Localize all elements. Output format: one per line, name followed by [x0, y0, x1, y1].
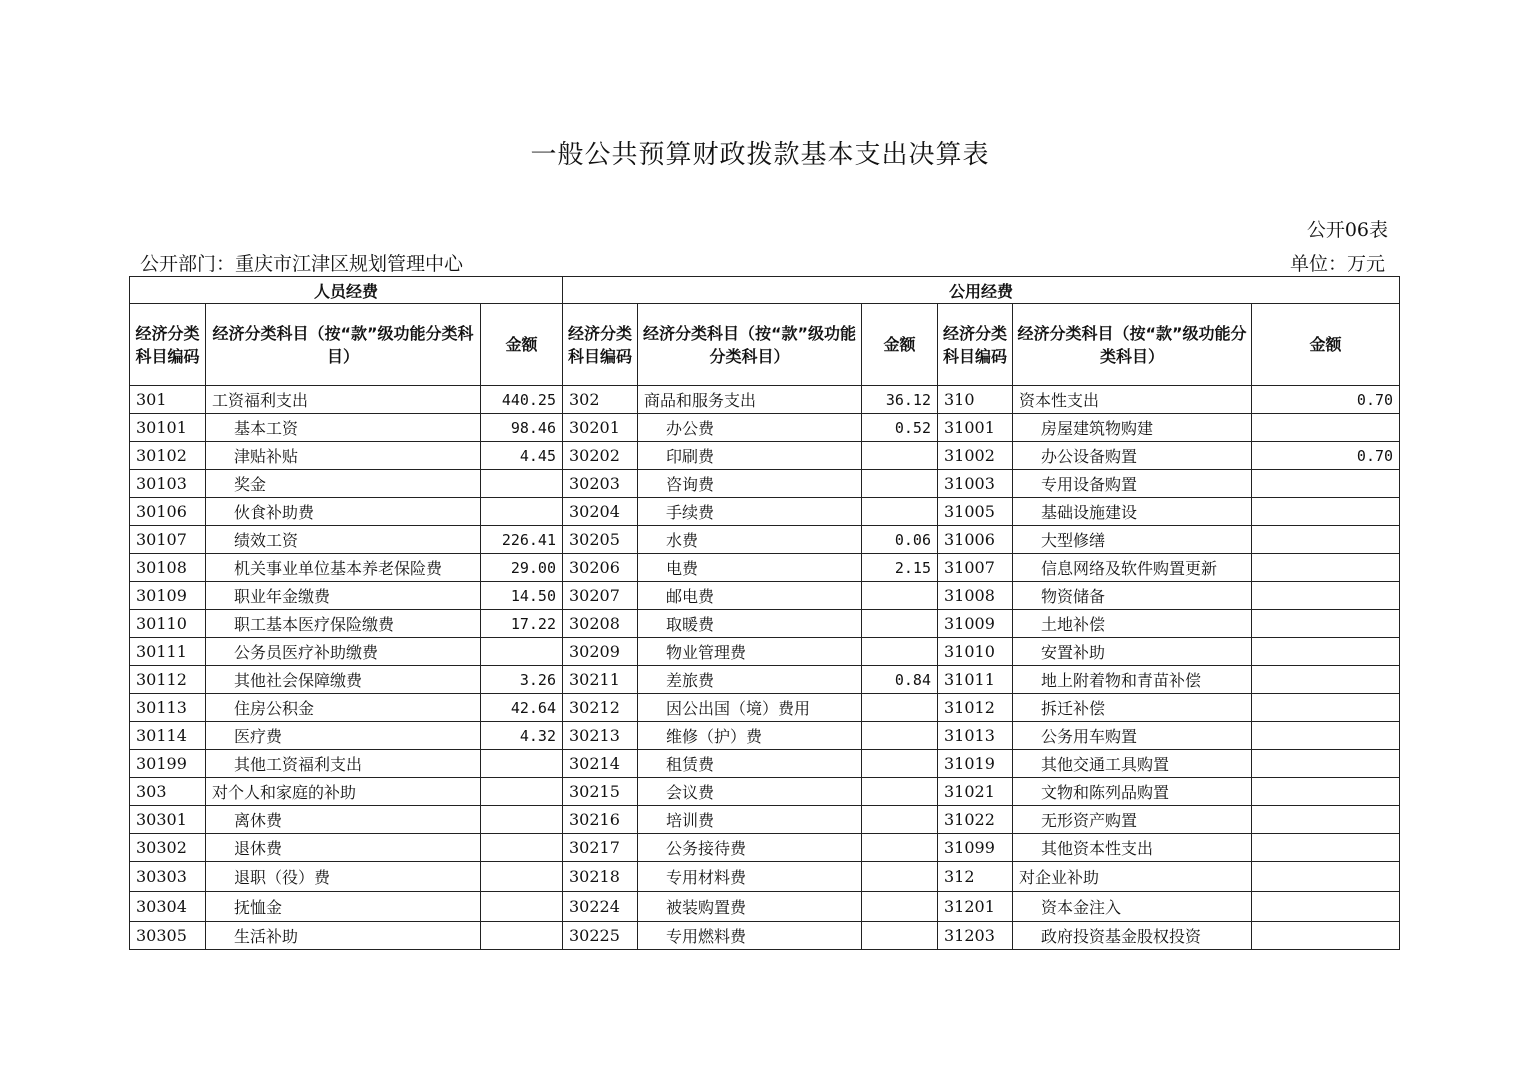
- item-name: 专用设备购置: [1013, 470, 1252, 498]
- item-amount: [862, 922, 938, 950]
- item-code: 30199: [130, 750, 206, 778]
- item-code: 31009: [938, 610, 1013, 638]
- item-code: 31201: [938, 892, 1013, 922]
- item-amount: [1252, 722, 1400, 750]
- item-code: 30301: [130, 806, 206, 834]
- item-name: 电费: [638, 554, 862, 582]
- item-code: 30302: [130, 834, 206, 862]
- header-code: 经济分类科目编码: [938, 304, 1013, 386]
- group-personnel-header: 人员经费: [130, 277, 563, 304]
- item-code: 30108: [130, 554, 206, 582]
- item-amount: [1252, 414, 1400, 442]
- item-code: 301: [130, 386, 206, 414]
- header-name: 经济分类科目（按“款”级功能分类科目）: [1013, 304, 1252, 386]
- item-name: 维修（护）费: [638, 722, 862, 750]
- item-amount: [862, 778, 938, 806]
- item-name: 对个人和家庭的补助: [206, 778, 481, 806]
- item-name: 专用燃料费: [638, 922, 862, 950]
- item-name: 其他工资福利支出: [206, 750, 481, 778]
- item-amount: [1252, 638, 1400, 666]
- item-amount: [481, 922, 563, 950]
- table-row: [130, 834, 1400, 862]
- item-amount: [1252, 806, 1400, 834]
- item-amount: [1252, 554, 1400, 582]
- item-code: 30225: [563, 922, 638, 950]
- item-amount: [862, 610, 938, 638]
- item-code: 31005: [938, 498, 1013, 526]
- item-code: 31006: [938, 526, 1013, 554]
- item-code: 30212: [563, 694, 638, 722]
- item-name: 专用材料费: [638, 862, 862, 892]
- table-row: [130, 722, 1400, 750]
- item-code: 31008: [938, 582, 1013, 610]
- item-amount: [862, 470, 938, 498]
- item-amount: [862, 638, 938, 666]
- item-name: 地上附着物和青苗补偿: [1013, 666, 1252, 694]
- item-name: 抚恤金: [206, 892, 481, 922]
- item-code: 30209: [563, 638, 638, 666]
- item-code: 310: [938, 386, 1013, 414]
- item-code: 31011: [938, 666, 1013, 694]
- item-code: 31021: [938, 778, 1013, 806]
- item-amount: [862, 722, 938, 750]
- item-name: 绩效工资: [206, 526, 481, 554]
- table-row: [130, 892, 1400, 922]
- item-code: 31002: [938, 442, 1013, 470]
- item-code: 303: [130, 778, 206, 806]
- table-row: [130, 694, 1400, 722]
- item-amount: [1252, 892, 1400, 922]
- item-name: 商品和服务支出: [638, 386, 862, 414]
- item-code: 31022: [938, 806, 1013, 834]
- item-amount: [1252, 498, 1400, 526]
- item-amount: [862, 442, 938, 470]
- group-public-header: 公用经费: [563, 277, 1400, 304]
- table-row: [130, 862, 1400, 892]
- item-amount: 98.46: [481, 414, 563, 442]
- item-code: 30213: [563, 722, 638, 750]
- item-code: 31010: [938, 638, 1013, 666]
- group-header-row: [130, 277, 1400, 304]
- item-name: 医疗费: [206, 722, 481, 750]
- item-name: 土地补偿: [1013, 610, 1252, 638]
- table-row: [130, 414, 1400, 442]
- item-amount: 4.32: [481, 722, 563, 750]
- item-amount: [862, 498, 938, 526]
- item-name: 租赁费: [638, 750, 862, 778]
- header-amount: 金额: [862, 304, 938, 386]
- item-name: 被装购置费: [638, 892, 862, 922]
- item-amount: [481, 778, 563, 806]
- table-row: [130, 526, 1400, 554]
- item-amount: 14.50: [481, 582, 563, 610]
- item-name: 生活补助: [206, 922, 481, 950]
- item-code: 30215: [563, 778, 638, 806]
- item-code: 31203: [938, 922, 1013, 950]
- item-name: 办公费: [638, 414, 862, 442]
- item-name: 工资福利支出: [206, 386, 481, 414]
- item-amount: [481, 750, 563, 778]
- table-row: [130, 582, 1400, 610]
- item-amount: 440.25: [481, 386, 563, 414]
- item-code: 31012: [938, 694, 1013, 722]
- item-amount: 4.45: [481, 442, 563, 470]
- item-name: 信息网络及软件购置更新: [1013, 554, 1252, 582]
- header-code: 经济分类科目编码: [130, 304, 206, 386]
- unit-label: 单位：万元: [1289, 253, 1385, 275]
- item-name: 资本金注入: [1013, 892, 1252, 922]
- item-name: 退休费: [206, 834, 481, 862]
- item-code: 30113: [130, 694, 206, 722]
- item-name: 会议费: [638, 778, 862, 806]
- item-amount: 0.70: [1252, 386, 1400, 414]
- item-amount: 226.41: [481, 526, 563, 554]
- item-name: 其他资本性支出: [1013, 834, 1252, 862]
- item-name: 邮电费: [638, 582, 862, 610]
- item-amount: 2.15: [862, 554, 938, 582]
- header-name: 经济分类科目（按“款”级功能分类科目）: [206, 304, 481, 386]
- item-amount: [481, 498, 563, 526]
- item-name: 房屋建筑物购建: [1013, 414, 1252, 442]
- item-name: 无形资产购置: [1013, 806, 1252, 834]
- item-amount: [1252, 470, 1400, 498]
- item-amount: [1252, 834, 1400, 862]
- item-name: 基本工资: [206, 414, 481, 442]
- item-name: 对企业补助: [1013, 862, 1252, 892]
- item-name: 公务用车购置: [1013, 722, 1252, 750]
- item-amount: [1252, 862, 1400, 892]
- item-name: 津贴补贴: [206, 442, 481, 470]
- item-code: 312: [938, 862, 1013, 892]
- item-amount: [481, 470, 563, 498]
- item-code: 30224: [563, 892, 638, 922]
- item-name: 拆迁补偿: [1013, 694, 1252, 722]
- item-amount: 0.84: [862, 666, 938, 694]
- header-code: 经济分类科目编码: [563, 304, 638, 386]
- item-amount: [862, 834, 938, 862]
- item-code: 30208: [563, 610, 638, 638]
- item-amount: [1252, 526, 1400, 554]
- item-name: 伙食补助费: [206, 498, 481, 526]
- item-amount: [1252, 694, 1400, 722]
- item-amount: [862, 806, 938, 834]
- item-code: 30206: [563, 554, 638, 582]
- item-code: 30110: [130, 610, 206, 638]
- item-amount: 42.64: [481, 694, 563, 722]
- item-amount: 0.70: [1252, 442, 1400, 470]
- item-code: 30202: [563, 442, 638, 470]
- item-code: 30216: [563, 806, 638, 834]
- item-amount: [862, 862, 938, 892]
- header-name: 经济分类科目（按“款”级功能分类科目）: [638, 304, 862, 386]
- item-code: 30102: [130, 442, 206, 470]
- table-row: [130, 806, 1400, 834]
- form-number: 公开06表: [1306, 219, 1388, 241]
- item-code: 30217: [563, 834, 638, 862]
- item-code: 30305: [130, 922, 206, 950]
- item-amount: [481, 862, 563, 892]
- item-name: 文物和陈列品购置: [1013, 778, 1252, 806]
- item-code: 30203: [563, 470, 638, 498]
- item-amount: 3.26: [481, 666, 563, 694]
- item-name: 退职（役）费: [206, 862, 481, 892]
- item-name: 职工基本医疗保险缴费: [206, 610, 481, 638]
- item-code: 302: [563, 386, 638, 414]
- item-amount: [1252, 582, 1400, 610]
- item-name: 安置补助: [1013, 638, 1252, 666]
- item-code: 31001: [938, 414, 1013, 442]
- item-code: 30205: [563, 526, 638, 554]
- item-name: 职业年金缴费: [206, 582, 481, 610]
- item-code: 31019: [938, 750, 1013, 778]
- table-row: [130, 922, 1400, 950]
- item-amount: 0.06: [862, 526, 938, 554]
- item-amount: [862, 694, 938, 722]
- table-row: [130, 778, 1400, 806]
- item-name: 咨询费: [638, 470, 862, 498]
- item-amount: [862, 750, 938, 778]
- item-name: 其他社会保障缴费: [206, 666, 481, 694]
- item-name: 培训费: [638, 806, 862, 834]
- header-amount: 金额: [1252, 304, 1400, 386]
- item-code: 30109: [130, 582, 206, 610]
- item-name: 取暖费: [638, 610, 862, 638]
- item-code: 30211: [563, 666, 638, 694]
- item-code: 30204: [563, 498, 638, 526]
- item-code: 30303: [130, 862, 206, 892]
- item-code: 31003: [938, 470, 1013, 498]
- item-amount: [862, 892, 938, 922]
- item-amount: 0.52: [862, 414, 938, 442]
- item-code: 30106: [130, 498, 206, 526]
- item-name: 物资储备: [1013, 582, 1252, 610]
- item-name: 差旅费: [638, 666, 862, 694]
- table-row: [130, 750, 1400, 778]
- item-name: 公务接待费: [638, 834, 862, 862]
- item-code: 30107: [130, 526, 206, 554]
- item-name: 机关事业单位基本养老保险费: [206, 554, 481, 582]
- item-name: 办公设备购置: [1013, 442, 1252, 470]
- item-name: 政府投资基金股权投资: [1013, 922, 1252, 950]
- item-name: 资本性支出: [1013, 386, 1252, 414]
- item-code: 30101: [130, 414, 206, 442]
- item-name: 离休费: [206, 806, 481, 834]
- item-code: 30114: [130, 722, 206, 750]
- item-amount: [1252, 750, 1400, 778]
- item-amount: 29.00: [481, 554, 563, 582]
- table-row: [130, 554, 1400, 582]
- item-name: 大型修缮: [1013, 526, 1252, 554]
- item-amount: [1252, 922, 1400, 950]
- item-name: 水费: [638, 526, 862, 554]
- item-amount: [1252, 778, 1400, 806]
- item-code: 30218: [563, 862, 638, 892]
- table-row: [130, 610, 1400, 638]
- item-amount: 36.12: [862, 386, 938, 414]
- item-name: 物业管理费: [638, 638, 862, 666]
- item-name: 其他交通工具购置: [1013, 750, 1252, 778]
- item-amount: [1252, 610, 1400, 638]
- table-body: [130, 386, 1400, 950]
- table-row: [130, 386, 1400, 414]
- item-code: 30201: [563, 414, 638, 442]
- item-code: 30112: [130, 666, 206, 694]
- item-amount: 17.22: [481, 610, 563, 638]
- item-name: 奖金: [206, 470, 481, 498]
- item-code: 30103: [130, 470, 206, 498]
- item-amount: [481, 806, 563, 834]
- item-amount: [481, 638, 563, 666]
- item-code: 31013: [938, 722, 1013, 750]
- item-name: 基础设施建设: [1013, 498, 1252, 526]
- table-row: [130, 498, 1400, 526]
- table-row: [130, 442, 1400, 470]
- item-amount: [481, 892, 563, 922]
- item-code: 30111: [130, 638, 206, 666]
- item-name: 印刷费: [638, 442, 862, 470]
- column-header-row: [130, 304, 1400, 386]
- table-row: [130, 470, 1400, 498]
- item-name: 手续费: [638, 498, 862, 526]
- item-name: 公务员医疗补助缴费: [206, 638, 481, 666]
- item-amount: [1252, 666, 1400, 694]
- item-code: 30207: [563, 582, 638, 610]
- department-label: 公开部门：重庆市江津区规划管理中心: [140, 253, 464, 275]
- item-amount: [481, 834, 563, 862]
- page-title: 一般公共预算财政拨款基本支出决算表: [530, 140, 990, 170]
- item-code: 31007: [938, 554, 1013, 582]
- item-name: 住房公积金: [206, 694, 481, 722]
- item-code: 30304: [130, 892, 206, 922]
- header-amount: 金额: [481, 304, 563, 386]
- item-amount: [862, 582, 938, 610]
- table-row: [130, 638, 1400, 666]
- item-name: 因公出国（境）费用: [638, 694, 862, 722]
- table-row: [130, 666, 1400, 694]
- expenditure-table: [129, 276, 1400, 950]
- item-code: 31099: [938, 834, 1013, 862]
- item-code: 30214: [563, 750, 638, 778]
